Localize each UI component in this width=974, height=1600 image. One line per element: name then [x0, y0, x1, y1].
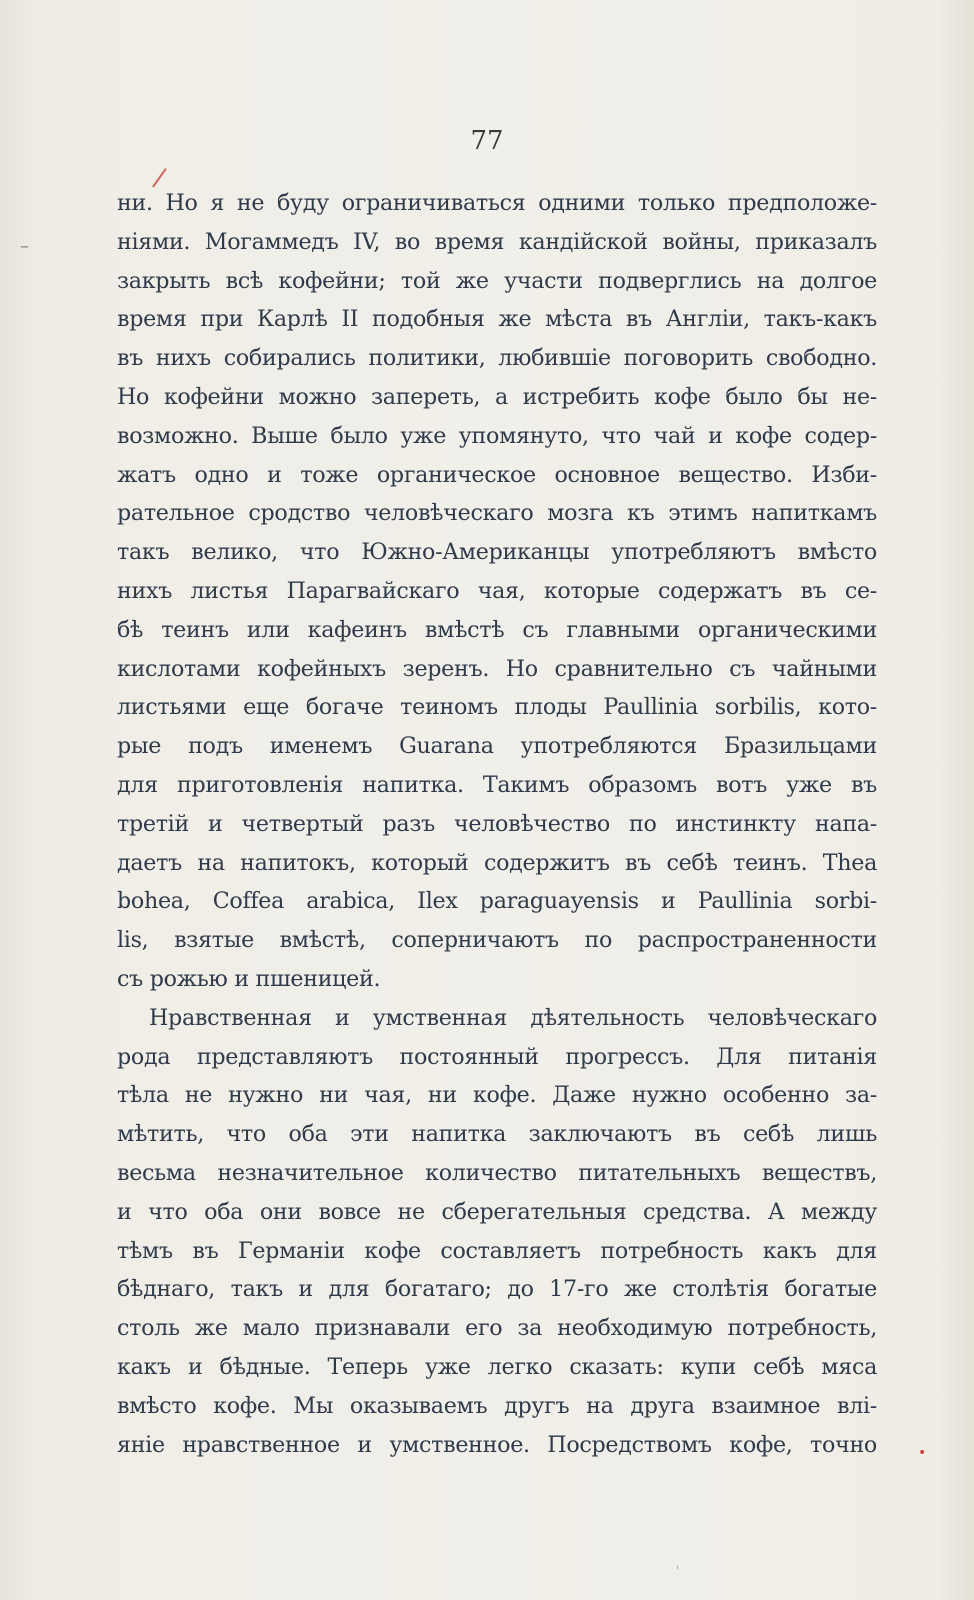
text-line: столь же мало признавали его за необходимую потребность, [117, 1315, 877, 1342]
text-line: тѣмъ въ Германіи кофе составляетъ потребность какъ для [117, 1237, 877, 1264]
text-line: ни. Но я не буду ограничиваться одними только предположе- [117, 190, 877, 216]
text-line: Но кофейни можно запереть, а истребить кофе было бы не- [117, 383, 877, 410]
text-line: bohea, Coffea arabica, Ilex paraguayensis и Paullinia sorbi- [117, 888, 877, 915]
text-line: мѣтить, что оба эти напитка заключаютъ въ себѣ лишь [117, 1121, 877, 1148]
text-line: и что оба они вовсе не сберегательныя средства. А между [117, 1198, 877, 1225]
text-line: яніе нравственное и умственное. Посредствомъ кофе, точно [117, 1431, 877, 1458]
text-line: рода представляютъ постоянный прогрессъ. Для питанія [117, 1043, 877, 1070]
text-line: бѣднаго, такъ и для богатаго; до 17-го же столѣтія богатые [117, 1276, 877, 1303]
text-line: третій и четвертый разъ человѣчество по инстинкту напа- [117, 810, 877, 837]
text-line: кислотами кофейныхъ зеренъ. Но сравнительно съ чайными [117, 655, 877, 682]
text-line: lis, взятые вмѣстѣ, соперничаютъ по распространенности [117, 927, 877, 954]
text-line: такъ велико, что Южно-Американцы употребляютъ вмѣсто [117, 539, 877, 566]
text-line: возможно. Выше было уже упомянуто, что чай и кофе содер- [117, 422, 877, 449]
text-line: Нравственная и умственная дѣятельность человѣческаго [149, 1004, 877, 1031]
pencil-mark-icon: / [150, 162, 169, 194]
text-line: даетъ на напитокъ, который содержитъ въ себѣ теинъ. Thea [117, 849, 877, 876]
text-line: рательное сродство человѣческаго мозга къ этимъ напиткамъ [117, 500, 877, 527]
text-line: съ рожью и пшеницей. [117, 965, 381, 992]
ink-tick-icon: ˈ [676, 1564, 680, 1578]
paragraph-1 [117, 184, 877, 999]
text-line: ніями. Могаммедъ IV, во время кандійской войны, приказалъ [117, 228, 877, 255]
text-line: тѣла не нужно ни чая, ни кофе. Даже нужно особенно за- [117, 1082, 877, 1109]
ink-dot-icon: • [918, 1445, 927, 1461]
page-number: 77 [470, 126, 504, 156]
text-line: бѣ теинъ или кафеинъ вмѣстѣ съ главными органическими [117, 616, 877, 643]
text-line: въ нихъ собирались политики, любившіе поговорить свободно. [117, 345, 877, 372]
text-line: время при Карлѣ II подобныя же мѣста въ Англіи, такъ-какъ [117, 306, 877, 333]
text-line: жатъ одно и тоже органическое основное вещество. Изби- [117, 461, 877, 488]
text-line: вмѣсто кофе. Мы оказываемъ другъ на друга взаимное влі- [117, 1392, 877, 1419]
margin-dash-icon: – [20, 236, 29, 257]
text-line: для приготовленія напитка. Такимъ образомъ вотъ уже въ [117, 771, 877, 798]
text-line: рые подъ именемъ Guarana употребляются Бразильцами [117, 733, 877, 760]
text-line: весьма незначительное количество питательныхъ веществъ, [117, 1159, 877, 1186]
page-text [117, 184, 877, 1464]
text-line: какъ и бѣдные. Теперь уже легко сказать: купи себѣ мяса [117, 1353, 877, 1380]
text-line: листьями еще богаче теиномъ плоды Paullinia sorbilis, кото- [117, 694, 877, 721]
paragraph-2 [117, 999, 877, 1465]
text-line: нихъ листья Парагвайскаго чая, которые содержатъ въ се- [117, 577, 877, 604]
text-line: закрыть всѣ кофейни; той же участи подверглись на долгое [117, 267, 877, 294]
